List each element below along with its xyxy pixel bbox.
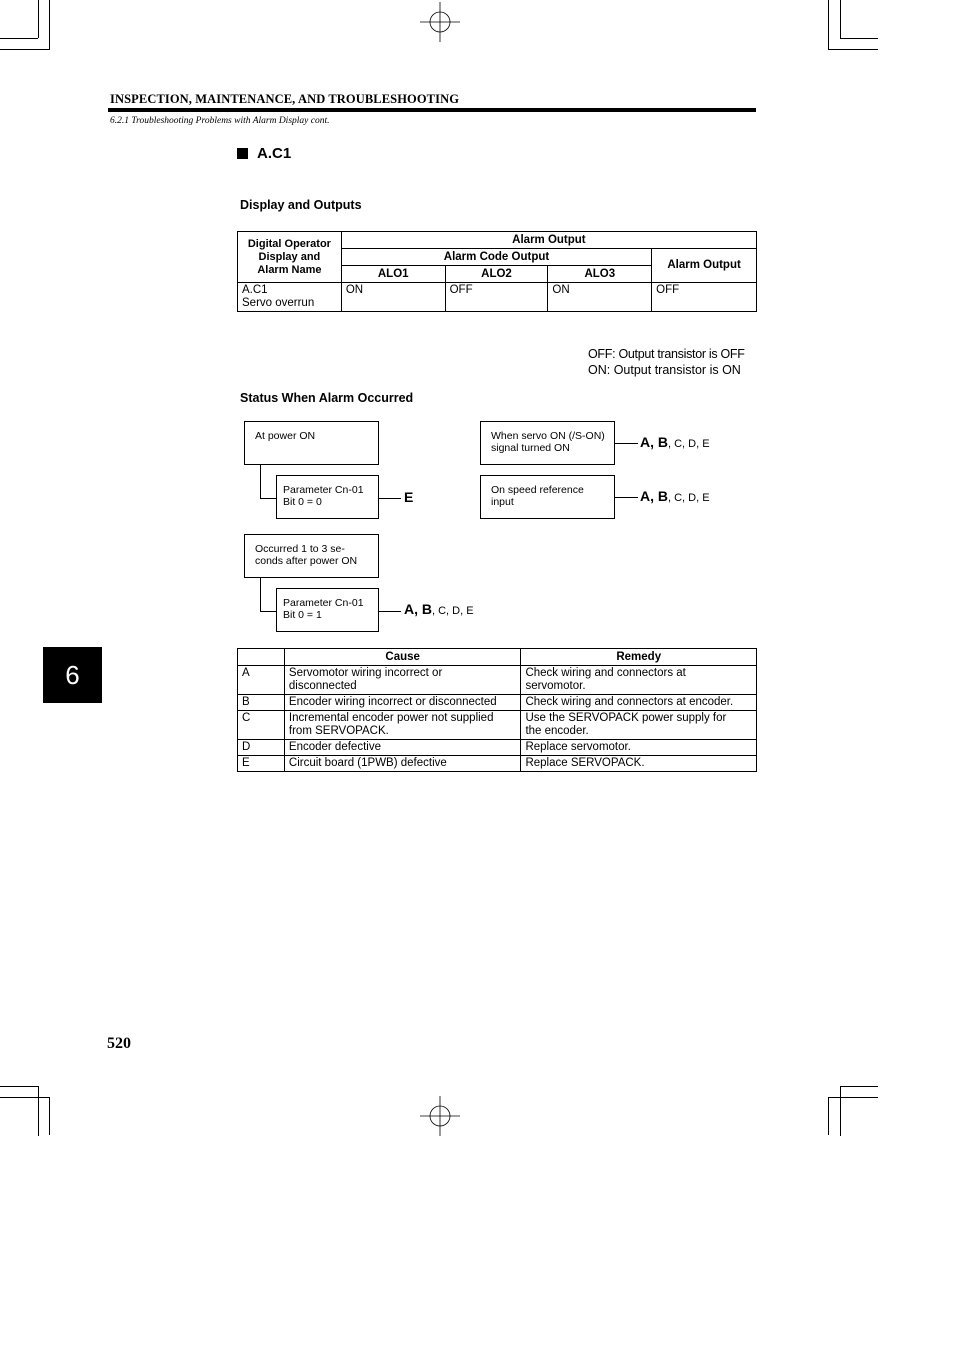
row-id: A [238,666,285,695]
cause-line: Encoder defective [288,741,381,753]
alarm-name: Servo overrun [242,297,315,309]
crop-mark [828,49,878,50]
box-occurred-line2: conds after power ON [255,555,358,567]
connector-line [260,577,261,612]
remedy-line: Check wiring and connectors at [525,667,686,679]
connector-line [260,611,276,612]
connector-line [379,611,401,612]
running-subheader: 6.2.1 Troubleshooting Problems with Alarm Display cont. [110,116,330,126]
col-alo2-header: ALO2 [445,266,548,283]
chapter-tab: 6 [43,647,102,703]
cause-remedy-table [237,648,757,772]
crop-mark [0,49,50,50]
col-alo1-header: ALO1 [341,266,445,283]
registration-mark-icon [420,2,460,42]
crop-mark [840,0,841,38]
row-remedy [521,666,757,695]
alarm-output-value: OFF [652,283,757,312]
row-cause [284,740,521,756]
col-remedy-header: Remedy [521,649,757,666]
result-speed-reference [640,488,710,504]
row-remedy [521,695,757,711]
result-rest: , C, D, E [432,605,474,617]
crop-mark [0,38,38,39]
table-row [238,756,757,772]
result-main: A, B [640,434,668,450]
alarm-code: A.C1 [242,284,268,296]
remedy-line: the encoder. [525,725,589,737]
note-off: OFF: Output transistor is OFF [588,347,745,361]
table-row [238,695,757,711]
alarm-name-cell [238,283,342,312]
row-id: D [238,740,285,756]
remedy-line: Replace servomotor. [525,741,631,753]
box-occurred-line1: Occurred 1 to 3 se- [255,543,345,555]
crop-mark [49,1097,50,1135]
cause-line: Servomotor wiring incorrect or [288,667,443,679]
header-rule [108,108,756,112]
section-title [237,145,291,162]
result-rest: , C, D, E [668,438,710,450]
result-param-bit0-0-main: E [404,489,414,505]
alo1-value: ON [341,283,445,312]
row-remedy [521,740,757,756]
crop-mark [840,1086,841,1136]
box-speed-reference-label: On speed reference input [491,484,584,508]
display-outputs-heading: Display and Outputs [240,198,362,212]
row-id: B [238,695,285,711]
box-param-bit0-0 [276,475,379,519]
result-servo-on [640,434,710,450]
crop-mark [840,38,878,39]
box-servo-on-line2: signal turned ON [491,442,570,454]
connector-line [379,498,401,499]
cause-line: Incremental encoder power not supplied [288,712,494,724]
connector-line [614,443,638,444]
col-alarm-code-output-header: Alarm Code Output [341,249,651,266]
table-row [238,666,757,695]
row-cause [284,695,521,711]
box-param-bit0-0-line1: Parameter Cn-01 [283,484,364,496]
remedy-line: Replace SERVOPACK. [525,757,645,769]
cause-line: Circuit board (1PWB) defective [288,757,447,769]
row-cause [284,711,521,740]
result-main: A, B [404,601,432,617]
crop-mark [828,1097,878,1098]
box-power-on [244,421,379,465]
display-outputs-table [237,231,757,312]
crop-mark [0,1097,50,1098]
col-cause-header: Cause [284,649,521,666]
box-servo-on-line1: When servo ON (/S-ON) [491,430,605,442]
row-id: C [238,711,285,740]
crop-mark [828,0,829,50]
box-speed-reference [480,475,615,519]
box-power-on-label: At power ON [255,430,316,442]
remedy-line: Use the SERVOPACK power supply for [525,712,727,724]
col-display-header: Digital Operator Display and Alarm Name [238,232,342,283]
registration-mark-icon [420,1096,460,1136]
table-row [238,283,757,312]
crop-mark [49,0,50,50]
remedy-line: servomotor. [525,680,586,692]
box-param-bit0-1-line1: Parameter Cn-01 [283,597,364,609]
table-row [238,711,757,740]
connector-line [260,464,261,499]
connector-line [614,497,638,498]
crop-mark [840,1086,878,1087]
col-alarm-output-header: Alarm Output [652,249,757,283]
crop-mark [828,1097,829,1135]
result-param-bit0-0 [404,489,413,505]
cause-line: from SERVOPACK. [288,725,389,737]
crop-mark [0,1086,38,1087]
status-heading: Status When Alarm Occurred [240,391,414,405]
row-remedy [521,756,757,772]
box-occurred-after-power-on [244,534,379,578]
alo3-value: ON [548,283,652,312]
running-header: INSPECTION, MAINTENANCE, AND TROUBLESHOOTING [110,92,460,106]
box-servo-on [480,421,615,465]
col-alarm-output-group-header: Alarm Output [341,232,756,249]
row-id: E [238,756,285,772]
col-id-header [238,649,285,666]
box-param-bit0-1-line2: Bit 0 = 1 [283,609,322,621]
col-alo3-header: ALO3 [548,266,652,283]
remedy-line: Check wiring and connectors at encoder. [525,696,734,708]
square-bullet-icon [237,148,248,159]
box-param-bit0-0-line2: Bit 0 = 0 [283,496,322,508]
section-title-text: A.C1 [257,145,292,162]
note-on: ON: Output transistor is ON [588,363,741,377]
cause-line: disconnected [288,680,357,692]
row-cause [284,666,521,695]
connector-line [260,498,276,499]
box-param-bit0-1 [276,588,379,632]
table-row [238,740,757,756]
crop-mark [38,0,39,38]
crop-mark [38,1086,39,1136]
result-rest: , C, D, E [668,492,710,504]
row-cause [284,756,521,772]
cause-line: Encoder wiring incorrect or disconnected [288,696,497,708]
result-param-bit0-1 [404,601,474,617]
alo2-value: OFF [445,283,548,312]
result-main: A, B [640,488,668,504]
page-number: 520 [107,1035,131,1052]
row-remedy [521,711,757,740]
